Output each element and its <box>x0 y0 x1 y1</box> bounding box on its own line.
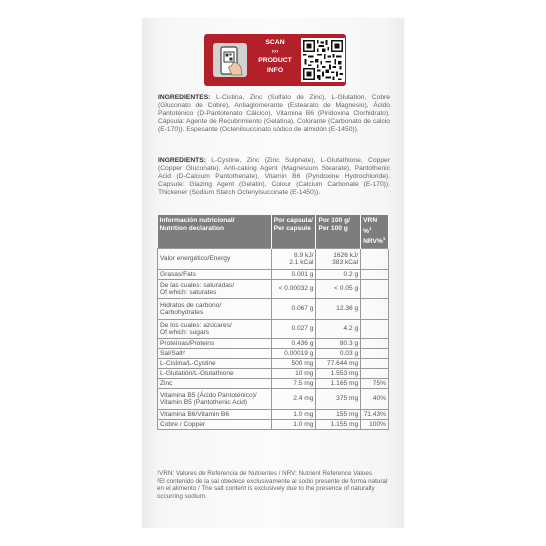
table-row <box>158 320 389 339</box>
per-100g-cell: 1.553 mg <box>316 369 361 379</box>
table-header-row <box>158 215 389 249</box>
per-100g-cell: 80.3 g <box>316 339 361 349</box>
per-100g-cell: 1626 kJ/ 383 kCal <box>316 249 361 270</box>
header-nutrient <box>158 215 272 249</box>
ingredients-es-heading: INGREDIENTES: <box>158 94 211 101</box>
vrn-cell <box>361 280 389 299</box>
per-100g-cell: 4.2 g <box>316 320 361 339</box>
per-capsule-cell: 1.0 mg <box>271 410 316 420</box>
per-100g-cell: < 0.05 g <box>316 280 361 299</box>
vrn-cell <box>361 320 389 339</box>
scan-label: SCAN <box>265 39 285 46</box>
per-capsule-cell: 8.9 kJ/ 2.1 kCal <box>271 249 316 270</box>
per-capsule-cell: 7.5 mg <box>271 379 316 389</box>
per-capsule-cell: < 0.00032 g <box>271 280 316 299</box>
vrn-cell: 100% <box>361 420 389 430</box>
per-100g-cell: 12.36 g <box>316 299 361 320</box>
per-capsule-cell: 500 mg <box>271 359 316 369</box>
vrn-cell <box>361 270 389 280</box>
header-per-100g-es: Por 100 g/ <box>318 217 350 224</box>
nutrient-name-cell: Vitamina B6/Vitamin B6 <box>158 410 272 420</box>
table-row <box>158 349 389 359</box>
ingredients-english <box>158 157 390 197</box>
ingredients-en-text: L-Cystine, Zinc (Zinc Sulphate), L-Glutathione, Copper (Copper Gluconate), Anti-caking Agent (Magnesium Stearate), Pantothenic Acid (D-Calcium Pantothenate), Vitamin B6 (Pyridoxine Hydrochloride). Capsule: Glazing Agent (Gelatin), Colour (Calcium Carbonate (E-170)). Thickener (Sodium Starch Octenylsuccinate (E-1450)). <box>158 157 390 197</box>
table-row <box>158 339 389 349</box>
nutrient-name-cell: Hidratos de carbono/ Carbohydrates <box>158 299 272 320</box>
ingredients-es-text: L-Cistina, Zinc (Sulfato de Zinc), L-Glutation, Cobre (Gluconato de Cobre), Antiaglomerante (Estearato de Magnesio), Ácido Pantoténico (D-Pantotenato Cálcico), Vitamina B6 (Piridoxina Clorhidrato). Cápsula: Agente de Recubrimiento (Gelatina), Colorante (Carbonato de calcio (E-170)). Espesante (Octenilsuccinato sódico de almidón (E-1450)). <box>158 94 390 134</box>
per-100g-cell: 1.165 mg <box>316 379 361 389</box>
table-row <box>158 280 389 299</box>
table-row <box>158 410 389 420</box>
table-row <box>158 249 389 270</box>
per-100g-cell: 77.644 mg <box>316 359 361 369</box>
scan-arrows: ››› <box>271 48 279 56</box>
nutrient-name-cell: L-Glutatión/L-Glutathione <box>158 369 272 379</box>
table-row <box>158 420 389 430</box>
nutrient-name-cell: De las cuales: saturadas/ Of which: saturates <box>158 280 272 299</box>
table-row <box>158 359 389 369</box>
nutrient-name-cell: Sal/Salt² <box>158 349 272 359</box>
header-per-capsule-en: Per capsule <box>273 224 311 232</box>
per-100g-cell: 0.2 g <box>316 270 361 280</box>
header-nutrient-en: Nutrition declaration <box>159 224 224 232</box>
ingredients-spanish <box>158 94 390 134</box>
per-capsule-cell: 10 mg <box>271 369 316 379</box>
footnotes <box>157 470 389 500</box>
nutrient-name-cell: Vitamina B5 (Ácido Pantoténico)/ Vitamin B5 (Pantothenic Acid) <box>158 389 272 410</box>
vrn-cell <box>361 359 389 369</box>
scan-text <box>250 38 300 75</box>
nutrient-name-cell: Zinc <box>158 379 272 389</box>
nutrient-name-cell: L-Cistina/L-Cystine <box>158 359 272 369</box>
per-100g-cell: 155 mg <box>316 410 361 420</box>
per-capsule-cell: 0.067 g <box>271 299 316 320</box>
vrn-cell: 40% <box>361 389 389 410</box>
per-100g-cell: 1.155 mg <box>316 420 361 430</box>
qr-code[interactable] <box>301 38 345 82</box>
header-per-capsule <box>271 215 316 249</box>
nutrient-name-cell: Valor energético/Energy <box>158 249 272 270</box>
info-label: INFO <box>266 66 284 74</box>
header-per-100g <box>316 215 361 249</box>
nutrition-table <box>157 215 389 430</box>
vrn-cell <box>361 339 389 349</box>
header-vrn-es: VRN %$^1$ <box>363 217 378 235</box>
per-capsule-cell: 1.0 mg <box>271 420 316 430</box>
table-row <box>158 379 389 389</box>
phone-qr-icon <box>210 40 250 80</box>
per-capsule-cell: 0.001 g <box>271 270 316 280</box>
table-row <box>158 389 389 410</box>
header-nutrient-es: Información nutricional/ <box>159 217 235 224</box>
scan-product-info-banner[interactable] <box>204 34 346 86</box>
nutrient-name-cell: Grasas/Fats <box>158 270 272 280</box>
per-capsule-cell: 0.436 g <box>271 339 316 349</box>
nutrient-name-cell: Proteínas/Proteins <box>158 339 272 349</box>
vrn-cell <box>361 349 389 359</box>
header-nrv-en: NRV%$^1$ <box>363 236 386 246</box>
product-label <box>142 18 404 528</box>
footnote-salt: ²El contenido de la sal obedece exclusivamente al sodio presente de forma natural en el alimento / The salt content is exclusively due to the presence of naturally occurring sodium. <box>157 477 388 500</box>
per-capsule-cell: 2.4 mg <box>271 389 316 410</box>
table-row <box>158 270 389 280</box>
per-capsule-cell: 0.00019 g <box>271 349 316 359</box>
vrn-cell <box>361 369 389 379</box>
vrn-cell: 71.43% <box>361 410 389 420</box>
per-capsule-cell: 0.027 g <box>271 320 316 339</box>
table-row <box>158 299 389 320</box>
vrn-cell <box>361 299 389 320</box>
vrn-cell: 75% <box>361 379 389 389</box>
per-100g-cell: 375 mg <box>316 389 361 410</box>
nutrient-name-cell: Cobre / Copper <box>158 420 272 430</box>
vrn-cell <box>361 249 389 270</box>
product-label-text: PRODUCT <box>258 57 292 65</box>
ingredients-en-heading: INGREDIENTS: <box>158 157 206 164</box>
footnote-vrn: ¹VRN: Valores de Referencia de Nutrientes / NRV: Nutrient Reference Values <box>157 470 373 477</box>
table-row <box>158 369 389 379</box>
header-per-100g-en: Per 100 g <box>318 224 348 232</box>
header-vrn <box>361 215 389 249</box>
per-100g-cell: 0.03 g <box>316 349 361 359</box>
nutrient-name-cell: De los cuales: azúcares/ Of which: sugars <box>158 320 272 339</box>
header-per-capsule-es: Por cápsula/ <box>273 217 313 224</box>
